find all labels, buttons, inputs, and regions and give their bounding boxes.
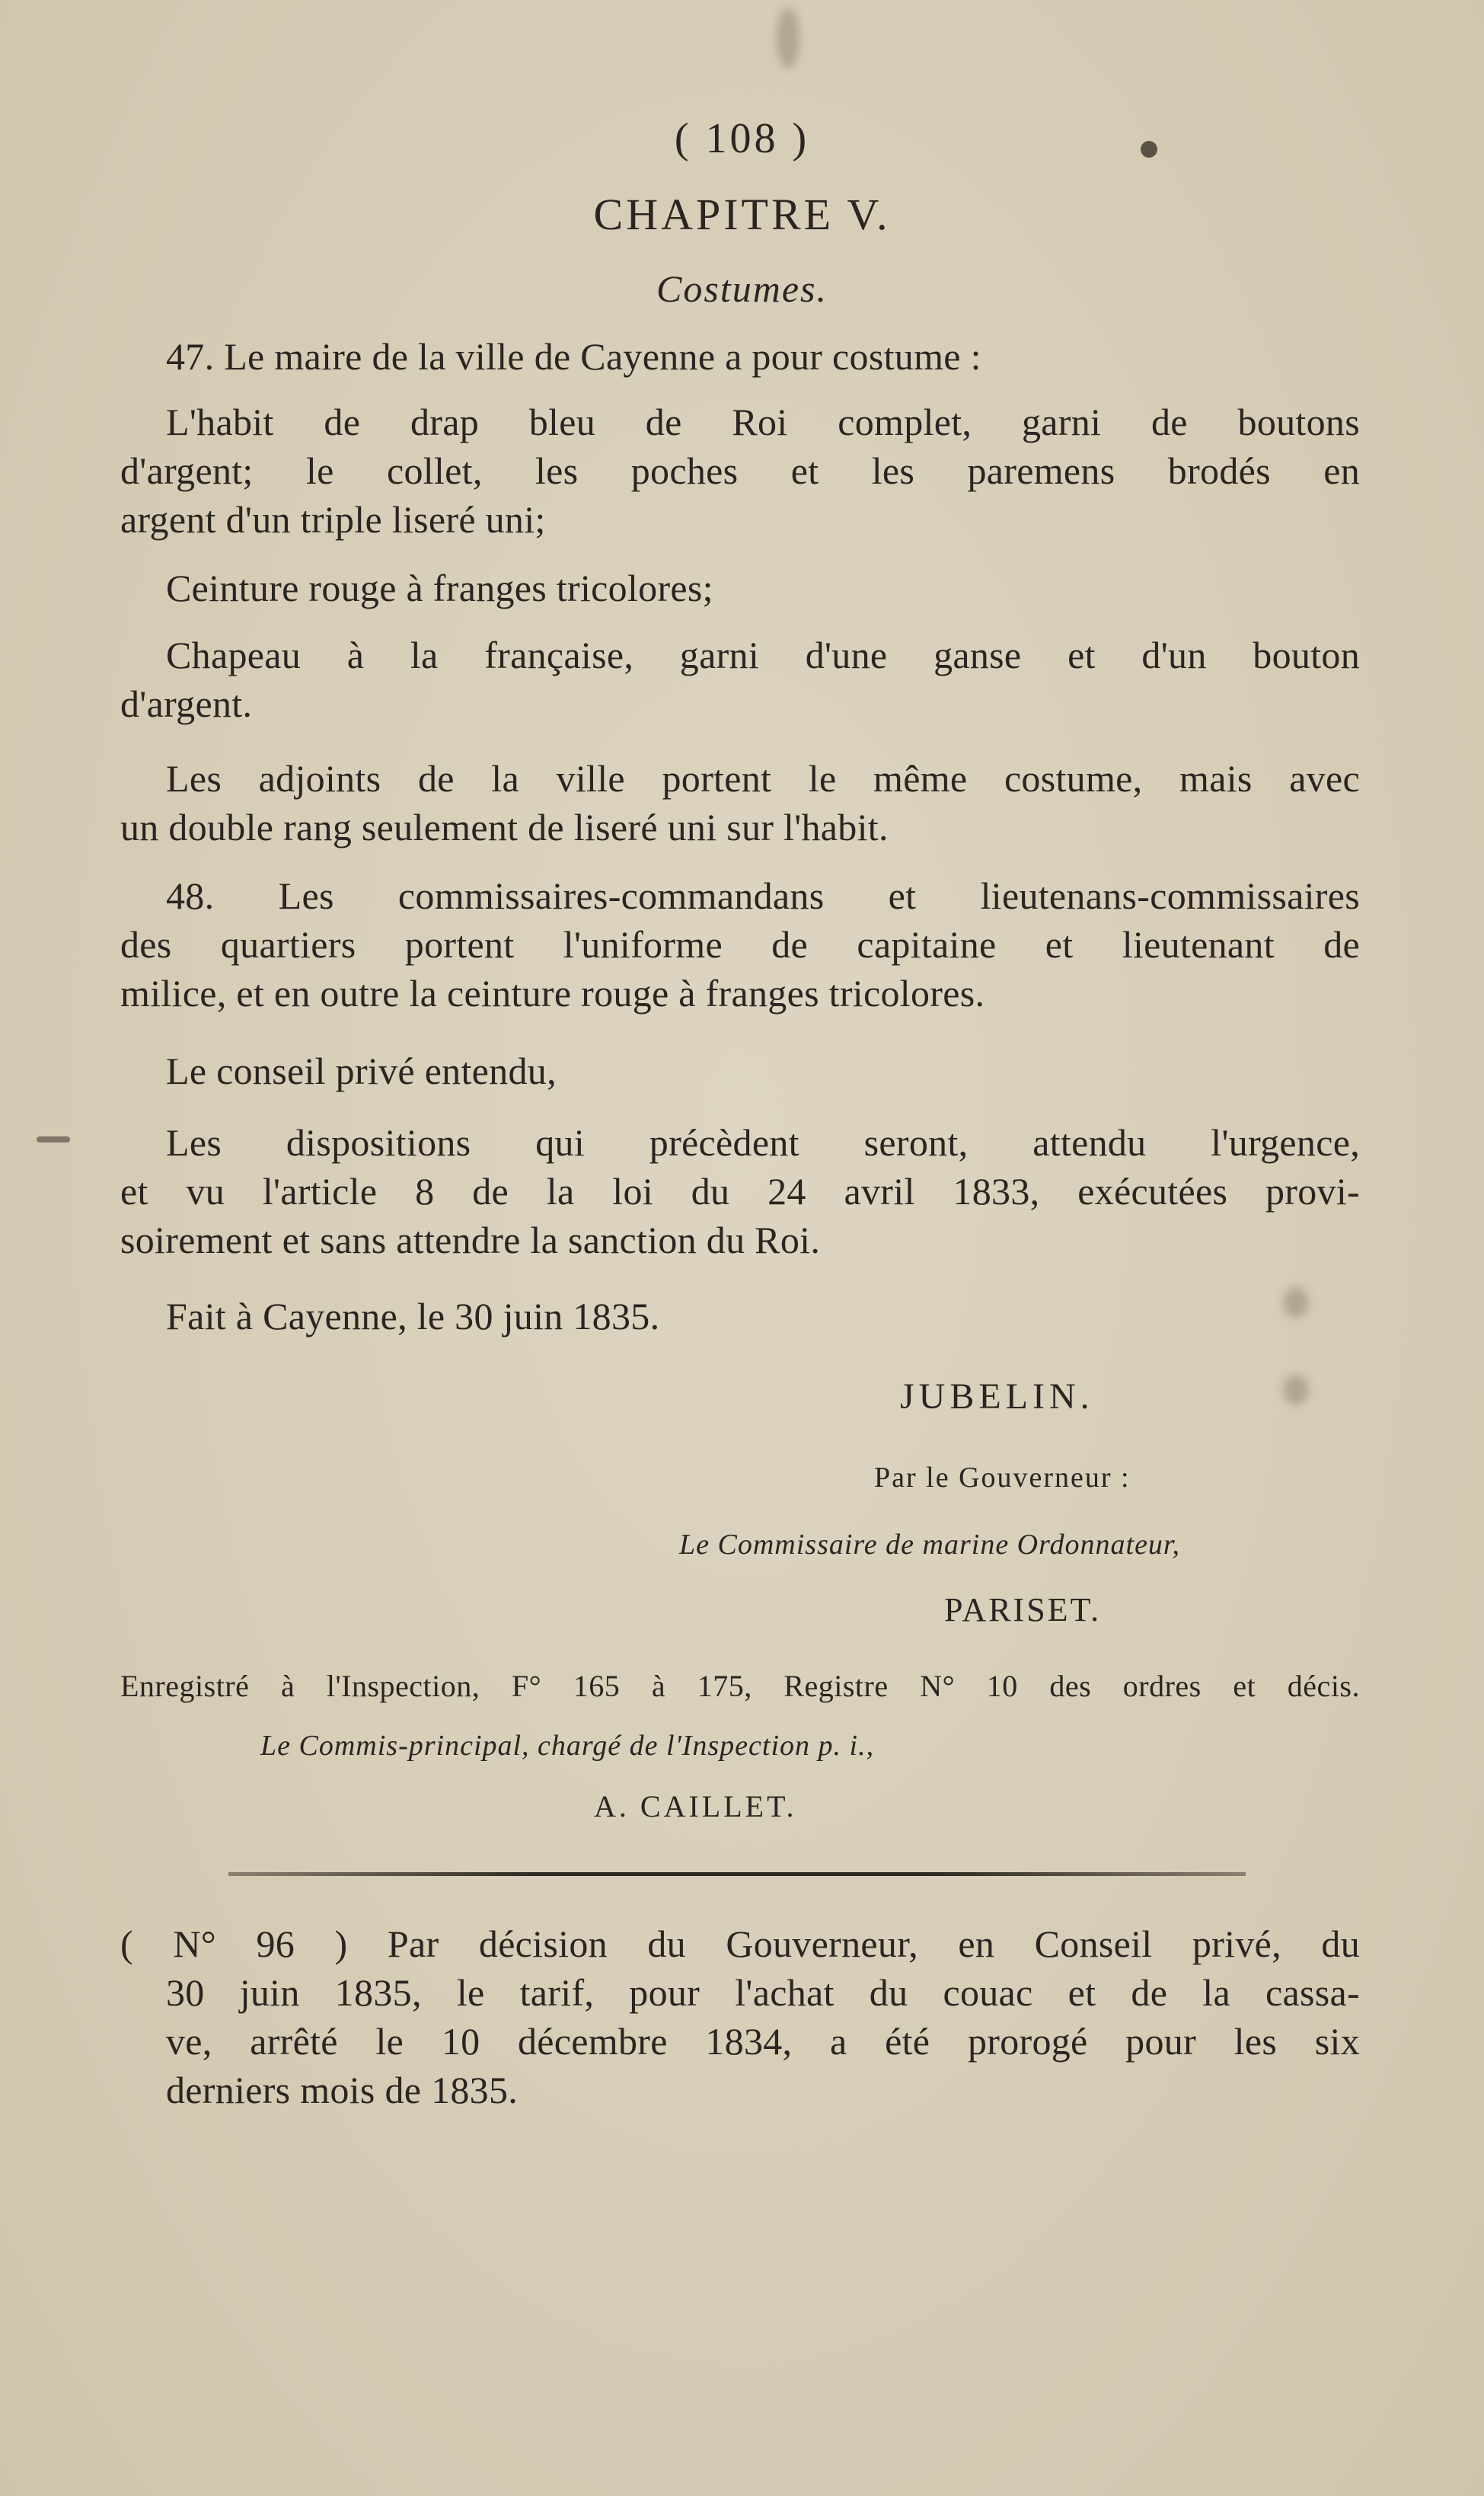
governor-signature: JUBELIN. xyxy=(900,1376,1094,1417)
registration-line: Enregistré à l'Inspection, F° 165 à 175, Registre N° 10 des ordres et décis. xyxy=(120,1669,1360,1703)
ink-smudge xyxy=(1283,1375,1309,1405)
par-le-gouverneur: Par le Gouverneur : xyxy=(874,1462,1131,1494)
commis-title: Le Commis-principal, chargé de l'Inspection p. i., xyxy=(260,1730,875,1762)
caillet-signature: A. CAILLET. xyxy=(594,1789,797,1823)
section-subtitle: Costumes. xyxy=(656,267,828,310)
pariset-signature: PARISET. xyxy=(944,1591,1102,1628)
closing-line: Les dispositions qui précèdent seront, attendu l'urgence, xyxy=(166,1121,1360,1164)
article-47-line: Ceinture rouge à franges tricolores; xyxy=(166,567,713,609)
article-47-line: d'argent; le collet, les poches et les paremens brodés en xyxy=(120,449,1360,492)
article-47-line: argent d'un triple liseré uni; xyxy=(120,498,546,541)
commissaire-title: Le Commissaire de marine Ordonnateur, xyxy=(679,1529,1181,1561)
article-47-line: L'habit de drap bleu de Roi complet, garni de boutons xyxy=(166,401,1360,443)
note-96-line: ve, arrêté le 10 décembre 1834, a été prorogé pour les six xyxy=(166,2020,1360,2063)
ink-speck xyxy=(37,1136,70,1143)
closing-line: Le conseil privé entendu, xyxy=(166,1050,557,1092)
ink-smudge xyxy=(777,8,799,69)
article-48-line: 48. Les commissaires-commandans et lieutenans-commissaires xyxy=(166,874,1360,917)
article-47-line: Les adjoints de la ville portent le même costume, mais avec xyxy=(166,757,1360,800)
note-96-line: ( N° 96 ) Par décision du Gouverneur, en Conseil privé, du xyxy=(120,1922,1360,1965)
article-48-line: milice, et en outre la ceinture rouge à franges tricolores. xyxy=(120,972,985,1015)
article-47-line: Chapeau à la française, garni d'une ganse et d'un bouton xyxy=(166,634,1360,676)
closing-line: soirement et sans attendre la sanction du Roi. xyxy=(120,1219,821,1261)
dated-line: Fait à Cayenne, le 30 juin 1835. xyxy=(166,1295,660,1337)
article-47-line: d'argent. xyxy=(120,682,253,725)
note-96-line: derniers mois de 1835. xyxy=(166,2069,519,2111)
article-48-line: des quartiers portent l'uniforme de capitaine et lieutenant de xyxy=(120,923,1360,966)
note-96-line: 30 juin 1835, le tarif, pour l'achat du couac et de la cassa- xyxy=(166,1971,1360,2014)
page-number: ( 108 ) xyxy=(674,115,810,162)
divider-rule xyxy=(228,1872,1246,1876)
closing-line: et vu l'article 8 de la loi du 24 avril 1833, exécutées provi- xyxy=(120,1170,1360,1213)
chapter-title: CHAPITRE V. xyxy=(593,190,891,239)
article-47-line: un double rang seulement de liseré uni sur l'habit. xyxy=(120,806,889,849)
article-47-line: 47. Le maire de la ville de Cayenne a pour costume : xyxy=(166,335,981,378)
ink-smudge xyxy=(1283,1287,1309,1318)
